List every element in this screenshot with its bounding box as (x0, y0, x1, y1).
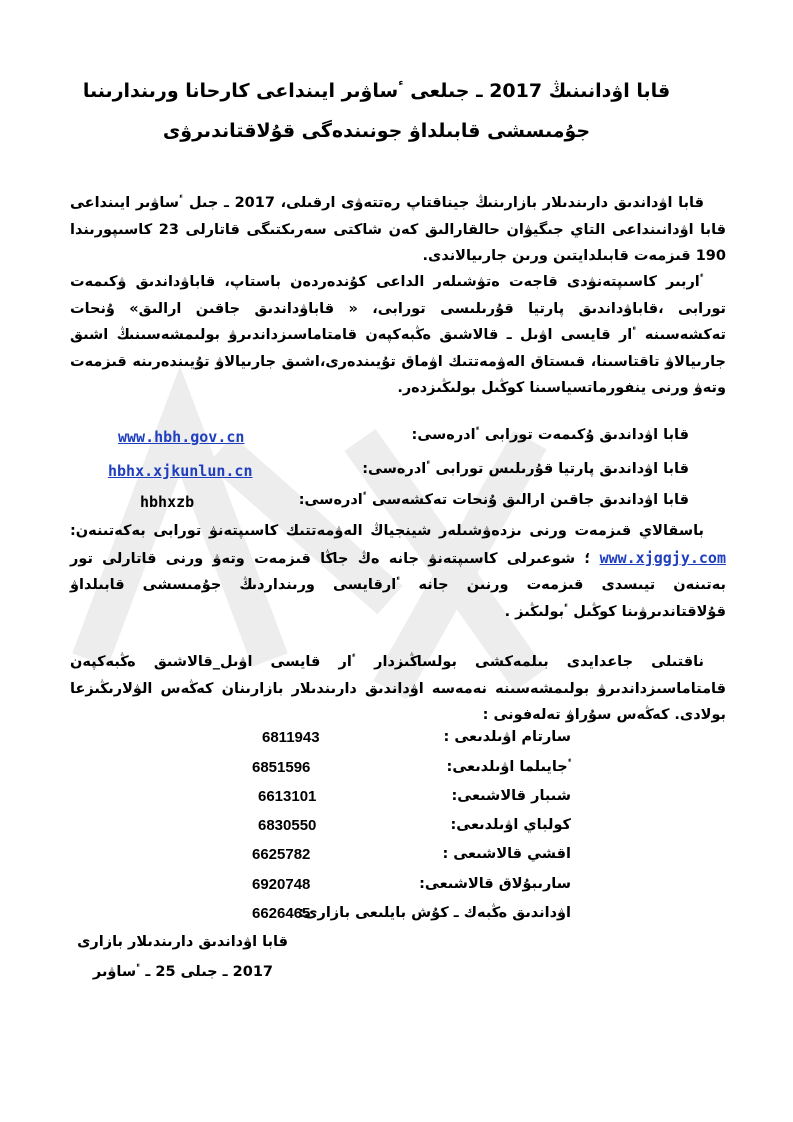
wechat-account: hbhxzb (140, 493, 195, 511)
paragraph-job-search (70, 518, 726, 625)
contact-label: سارتام اۋىلدىعى : (443, 729, 571, 745)
contact-label: سارىبۇلاق قالاشىعى: (419, 876, 571, 892)
footer-organization: قابا اۋداندىق دارىندىلار بازارى (77, 934, 288, 950)
website-label: قابا اۋداندىق جاقىن ارالىق ۇنحات تەكشەسى ٴادرەسى: (298, 492, 689, 508)
contact-label: اۋداندىق ەڭبەك ـ كۇش بايلىعى بازارى: (298, 905, 571, 921)
document-title-line-2: جۇمىسشى قابىلداۋ جونىندەگى قۇلاقتاندىرۋى (162, 120, 591, 142)
contact-label: ٴجايىلما اۋىلدىعى: (446, 759, 572, 775)
contact-phone: 6920748 (252, 876, 311, 893)
website-row-wechat (299, 492, 689, 508)
paragraph-job-search-intro: باسقالاي قىزمەت ورنى ىزدەۋشىلەر شينجياڭ الەۋمەتتىك كاسىپتەنۋ تورابى بەكەتىنەن: (70, 523, 704, 539)
website-label: قابا اۋداندىق پارتيا قۇرىلىس تورابى ٴادرەسى: (362, 461, 689, 477)
contact-label: كولباي اۋىلدىعى: (450, 817, 571, 833)
paragraph-consultation: ناقتىلى جاعدايدى بىلمەكشى بولساڭىزدار ٴار قايسى اۋىل_قالاشىق ەڭبەكپەن قامتاماسىزداندىرۋ بولىمشەسىنە نەمەسە اۋداندىق دارىندىلار بازارىنان كەڭەس الۋلارىڭىزعا بولادى. كەڭەس سۇراۋ تەلەفونى : (70, 654, 726, 723)
contact-phone: 6811943 (262, 729, 320, 746)
paragraph-channels: ٴاربىر كاسىپتەنۋدى قاجەت ەتۋشىلەر الداعى كۇندەردەن باستاپ، قاباۋداندىق ۋكىمەت تورابى ،قاباۋداندىق پارتيا قۇرىلىسى تورابى، « قاباۋداندىق جاقىن ارالىق» ۇنحات تەكشەسىنە ٴار قايسى اۋىل ـ قالاشىق ەڭبەكپەن قامتاماسىزداندىرۋ بولىمشەسىنىڭ اشىق جارىيالاۋ تاقتاسىنا، قىستاق الەۋمەتتىك اۋماق تۇيىندەرى،اشىق جارىيالاۋ تۇيىندەرىنە قىزمەت وتەۋ ورنى ينفورماتسياسىنا كوڭىل بولىڭىزدەر. (70, 274, 726, 396)
document-title-line-1: قابا اۋدانىنىڭ 2017 ـ جىلعى ٴساۋىر ايىنداعى كارحانا ورىندارىنىا (82, 80, 671, 102)
contact-phone: 6626465 (252, 905, 311, 922)
link-xjggjy[interactable]: www.xjggjy.com (599, 548, 726, 567)
website-link-government[interactable]: www.hbh.gov.cn (118, 428, 245, 446)
website-row-party (362, 461, 689, 477)
footer-date: 2017 ـ جىلى 25 ـ ٴساۋىر (92, 964, 273, 980)
contact-phone: 6851596 (252, 759, 311, 776)
website-row-government (412, 427, 689, 443)
website-link-party[interactable]: hbhx.xjkunlun.cn (108, 462, 253, 480)
contact-label: اقشي قالاشىعى : (442, 846, 571, 862)
paragraph-announcement: قابا اۋداندىق دارىندىلار بازارىنىڭ جيناقتاپ رەتتەۋى ارقىلى، 2017 ـ جىل ٴساۋىر ايىنداعى قابا اۋدانىنداعى التاي جىگيۋان حالقارالىق كەن شاكتى سەرىكتىگى قاتارلى 23 كاسىپورىندا 190 قىزمەت قابىلدايتىن ورىن جارىيالاندى. (70, 195, 727, 264)
paragraph-job-search-rest: ؛ شوعىرلى كاسىپتەنۋ جانە ەڭ جاڭا قىزمەت وتەۋ ورنى قاتارلى تور بەتىنەن تيىسدى قىزمەت ورنىن جانە ٴارقايسى ورىنداردىڭ جۇمىسشى قابىلداۋ قۇلاقتاندىرۋىنا كوڭىل ٴبولىڭىز . (70, 550, 726, 620)
contact-phone: 6830550 (258, 817, 317, 834)
website-label: قابا اۋداندىق ۇكىمەت تورابى ٴادرەسى: (411, 427, 689, 443)
contact-phone: 6613101 (258, 788, 317, 805)
contact-phone: 6625782 (252, 846, 311, 863)
contact-label: شىبار قالاشىعى: (451, 788, 571, 804)
